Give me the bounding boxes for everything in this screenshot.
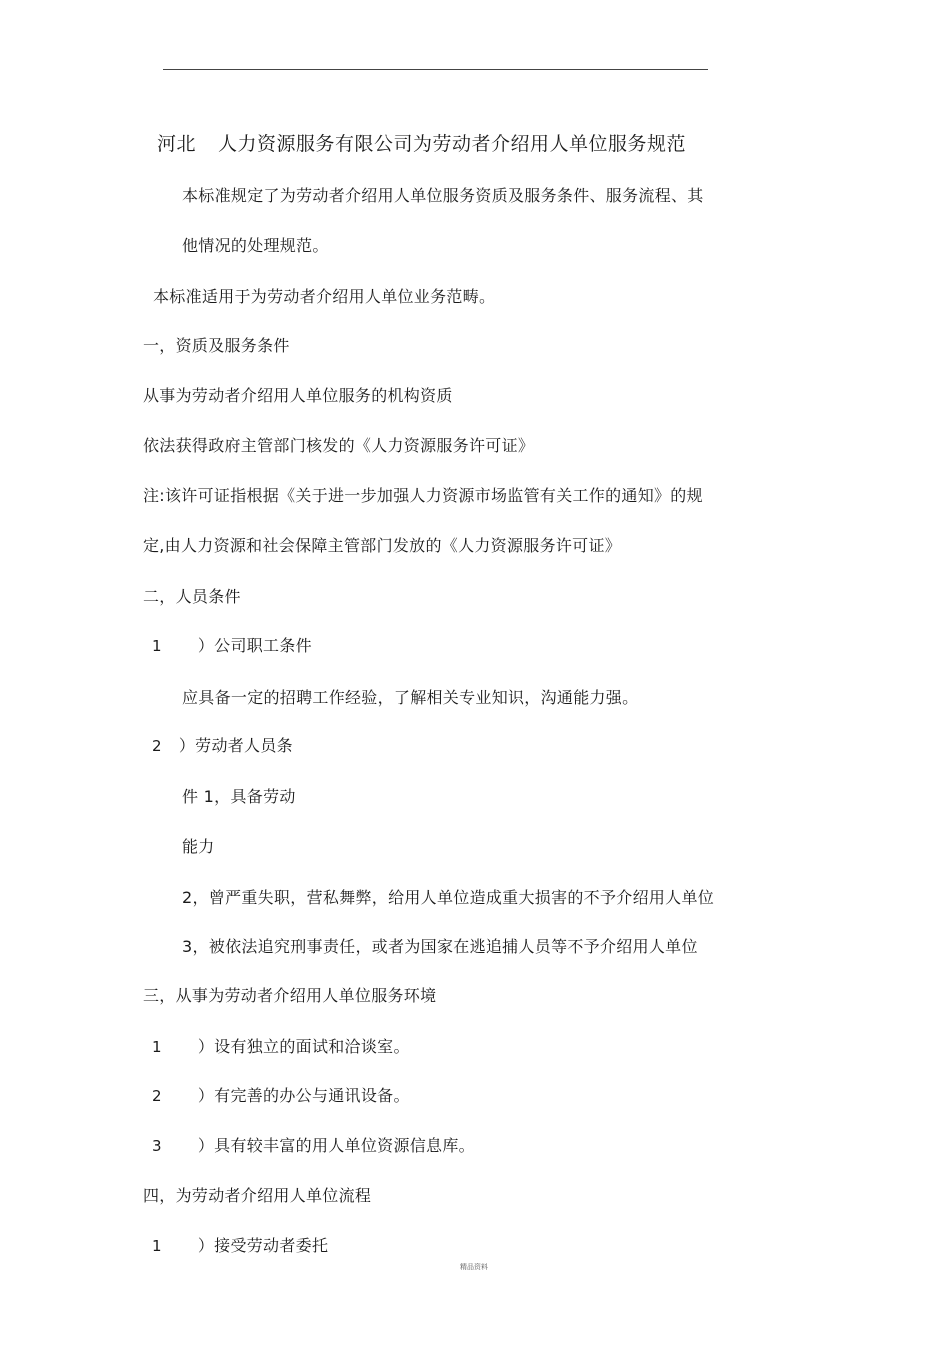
list-item (152, 1136, 475, 1156)
body-line: 3，被依法追究刑事责任，或者为国家在逃追捕人员等不予介绍用人单位 (182, 937, 698, 956)
section-heading-2: 二，人员条件 (143, 587, 241, 606)
list-item (152, 736, 293, 756)
list-number: 1 (152, 637, 162, 655)
paragraph-scope-line1: 本标准规定了为劳动者介绍用人单位服务资质及服务条件、服务流程、其 (182, 186, 704, 205)
list-number: 1 (152, 1038, 162, 1056)
body-line: 应具备一定的招聘工作经验，了解相关专业知识，沟通能力强。 (182, 688, 639, 707)
body-line: 从事为劳动者介绍用人单位服务的机构资质 (143, 386, 453, 405)
body-line: 依法获得政府主管部门核发的《人力资源服务许可证》 (143, 436, 535, 455)
paragraph-scope-line2: 他情况的处理规范。 (182, 236, 329, 255)
list-number: 3 (152, 1137, 162, 1155)
document-title (157, 132, 686, 156)
list-number: 1 (152, 1237, 162, 1255)
title-main: 人力资源服务有限公司为劳动者介绍用人单位服务规范 (218, 133, 687, 155)
section-heading-4: 四，为劳动者介绍用人单位流程 (143, 1186, 372, 1205)
body-line: 能力 (182, 837, 215, 856)
note-line1: 注:该许可证指根据《关于进一步加强人力资源市场监管有关工作的通知》的规 (143, 486, 703, 505)
paragraph-applicability: 本标准适用于为劳动者介绍用人单位业务范畴。 (153, 287, 496, 306)
body-line: 件 1，具备劳动 (182, 787, 296, 806)
list-number: 2 (152, 1087, 162, 1105)
note-line2: 定,由人力资源和社会保障主管部门发放的《人力资源服务许可证》 (143, 536, 622, 555)
list-text: ）设有独立的面试和洽谈室。 (197, 1037, 410, 1056)
section-heading-1: 一，资质及服务条件 (143, 336, 290, 355)
body-line: 2，曾严重失职，营私舞弊，给用人单位造成重大损害的不予介绍用人单位 (182, 888, 715, 907)
list-text: ）劳动者人员条 (178, 736, 293, 755)
list-number: 2 (152, 737, 162, 755)
list-item (152, 636, 312, 656)
section-heading-3: 三，从事为劳动者介绍用人单位服务环境 (143, 986, 437, 1005)
list-item (152, 1086, 410, 1106)
list-text: ）有完善的办公与通讯设备。 (197, 1086, 410, 1105)
title-region: 河北 (157, 133, 197, 155)
list-item (152, 1236, 328, 1256)
list-item (152, 1037, 410, 1057)
footer-label: 精品资料 (460, 1263, 488, 1271)
header-rule (163, 69, 708, 70)
list-text: ）具有较丰富的用人单位资源信息库。 (197, 1136, 475, 1155)
list-text: ）接受劳动者委托 (197, 1236, 329, 1255)
list-text: ）公司职工条件 (197, 636, 312, 655)
